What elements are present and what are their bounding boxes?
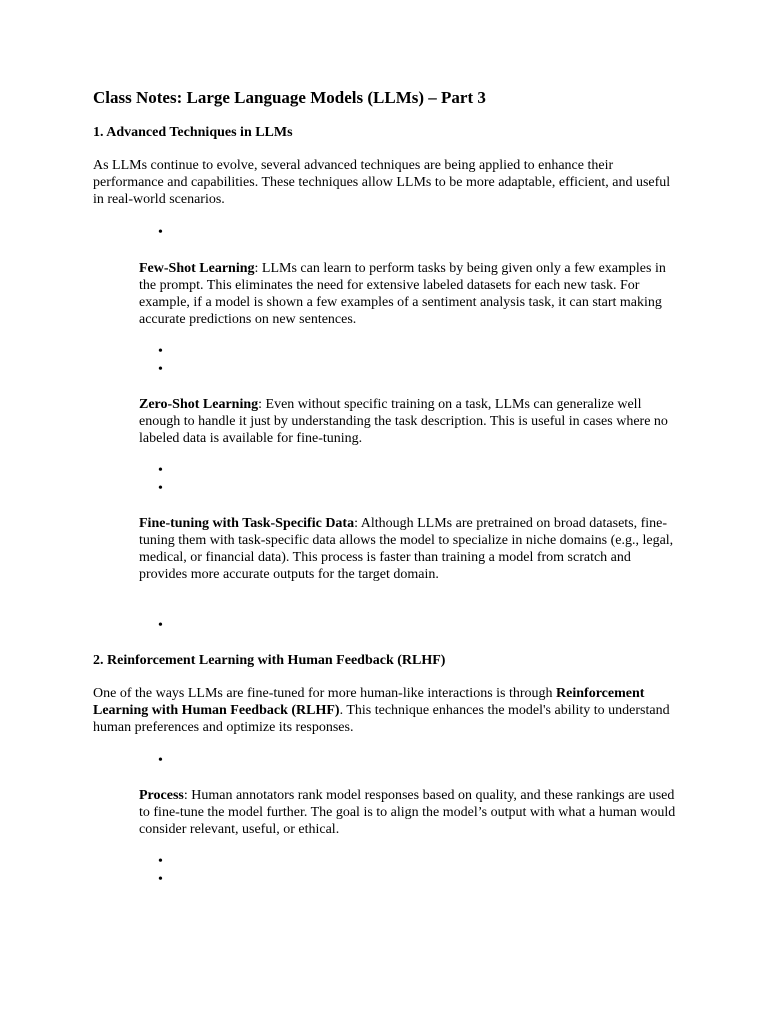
item-term: Zero-Shot Learning [139, 397, 259, 412]
intro-text: One of the ways LLMs are fine-tuned for more human-like interactions is through [93, 686, 557, 701]
bullet-icon [158, 876, 166, 884]
list-item-process [139, 787, 679, 838]
bullet-icon [158, 622, 166, 630]
item-term: Fine-tuning with Task-Specific Data [139, 516, 355, 531]
list-item-zero-shot [139, 396, 679, 447]
intro-text: . This technique enhances the model's ability to understand human preferences and optimize its responses. [93, 703, 670, 735]
bullet-icon [158, 366, 166, 374]
item-text: : Even without specific training on a task, LLMs can generalize well enough to handle it just by understanding the task description. This is useful in cases where no labeled data is available for fine-tuning. [139, 397, 668, 446]
item-term: Few-Shot Learning [139, 261, 255, 276]
item-text: : LLMs can learn to perform tasks by being given only a few examples in the prompt. This eliminates the need for extensive labeled datasets for each new task. For example, if a model is shown a few examples of a sentiment analysis task, it can start making accurate predictions on new sentences. [139, 261, 666, 327]
bullet-icon [158, 348, 166, 356]
section-intro-paragraph [93, 685, 683, 736]
item-text: : Human annotators rank model responses based on quality, and these rankings are used to fine-tune the model further. The goal is to align the model’s output with what a human would consider relevant, useful, or ethical. [139, 788, 676, 837]
section-intro-paragraph: As LLMs continue to evolve, several advanced techniques are being applied to enhance their performance and capabilities. These techniques allow LLMs to be more adaptable, efficient, and useful in real-world scenarios. [93, 158, 671, 207]
page-title: Class Notes: Large Language Models (LLMs) – Part 3 [93, 88, 486, 107]
item-term: Process [139, 788, 184, 803]
bullet-icon [158, 858, 166, 866]
bullet-icon [158, 485, 166, 493]
item-text: : Although LLMs are pretrained on broad datasets, fine-tuning them with task-specific data allows the model to specialize in niche domains (e.g., legal, medical, or financial data). This process is faster than training a model from scratch and provides more accurate outputs for the target domain. [139, 516, 674, 582]
bullet-icon [158, 467, 166, 475]
intro-bold-term: Reinforcement Learning with Human Feedback (RLHF) [93, 686, 645, 718]
bullet-icon [158, 757, 166, 765]
list-item-fine-tuning [139, 515, 679, 583]
section-heading-rlhf: 2. Reinforcement Learning with Human Feedback (RLHF) [93, 653, 446, 668]
bullet-icon [158, 229, 166, 237]
list-item-few-shot [139, 260, 679, 328]
section-heading-advanced-techniques: 1. Advanced Techniques in LLMs [93, 125, 293, 140]
